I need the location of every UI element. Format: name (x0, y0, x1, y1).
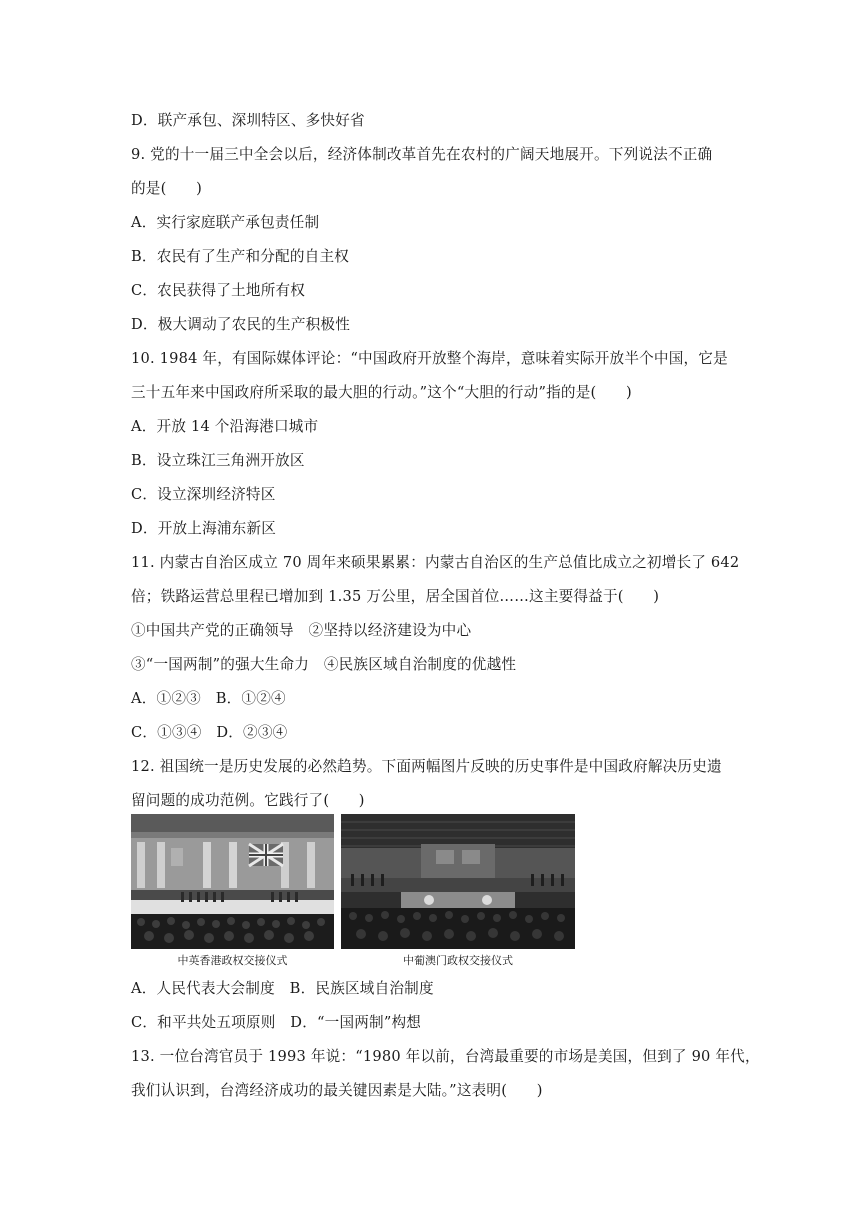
q10-stem-cont: 三十五年来中国政府所采取的最大胆的行动。”这个“大胆的行动”指的是( ) (131, 384, 632, 401)
q9-option-d: D．极大调动了农民的生产积极性 (131, 316, 351, 333)
q11-options-ab: A．①②③ B．①②④ (131, 690, 286, 707)
q13-stem-cont: 我们认识到，台湾经济成功的最关键因素是大陆。”这表明( ) (131, 1082, 543, 1099)
q13-stem: 13. 一位台湾官员于 1993 年说：“1980 年以前，台湾最重要的市场是美国，但到了 90 年代， (131, 1048, 760, 1065)
q11-stem: 11. 内蒙古自治区成立 70 周年来硕果累累：内蒙古自治区的生产总值比成立之初增长了 642 (131, 554, 740, 571)
hongkong-photo-caption: 中英香港政权交接仪式 (177, 954, 288, 967)
q10-stem: 10. 1984 年，有国际媒体评论：“中国政府开放整个海岸，意味着实际开放半个中国，它是 (131, 350, 728, 367)
q11-options-cd: C．①③④ D．②③④ (131, 724, 288, 741)
q10-option-c: C．设立深圳经济特区 (131, 486, 276, 503)
q9-stem: 9. 党的十一届三中全会以后，经济体制改革首先在农村的广阔天地展开。下列说法不正确 (131, 146, 713, 163)
q9-stem-cont: 的是( ) (131, 180, 202, 197)
q10-option-b: B．设立珠江三角洲开放区 (131, 452, 305, 469)
q11-statements-1: ①中国共产党的正确领导 ②坚持以经济建设为中心 (131, 622, 472, 639)
q12-stem: 12. 祖国统一是历史发展的必然趋势。下面两幅图片反映的历史事件是中国政府解决历史遗 (131, 758, 722, 775)
q9-option-a: A．实行家庭联产承包责任制 (131, 214, 320, 231)
q8-option-d: D．联产承包、深圳特区、多快好省 (131, 112, 365, 129)
macau-photo-caption: 中葡澳门政权交接仪式 (403, 954, 513, 967)
q11-stem-cont: 倍；铁路运营总里程已增加到 1.35 万公里，居全国首位……这主要得益于( ) (131, 588, 660, 605)
hongkong-handover-photo (131, 814, 334, 949)
q11-statements-2: ③“一国两制”的强大生命力 ④民族区域自治制度的优越性 (131, 656, 517, 673)
q12-options-ab: A．人民代表大会制度 B．民族区域自治制度 (131, 980, 434, 997)
q9-option-b: B．农民有了生产和分配的自主权 (131, 248, 350, 265)
q9-option-c: C．农民获得了土地所有权 (131, 282, 306, 299)
q12-stem-cont: 留问题的成功范例。它践行了( ) (131, 792, 365, 809)
q12-options-cd: C．和平共处五项原则 D．“一国两制”构想 (131, 1014, 422, 1031)
q10-option-d: D．开放上海浦东新区 (131, 520, 277, 537)
q10-option-a: A．开放 14 个沿海港口城市 (131, 418, 319, 435)
macau-handover-photo (341, 814, 575, 949)
